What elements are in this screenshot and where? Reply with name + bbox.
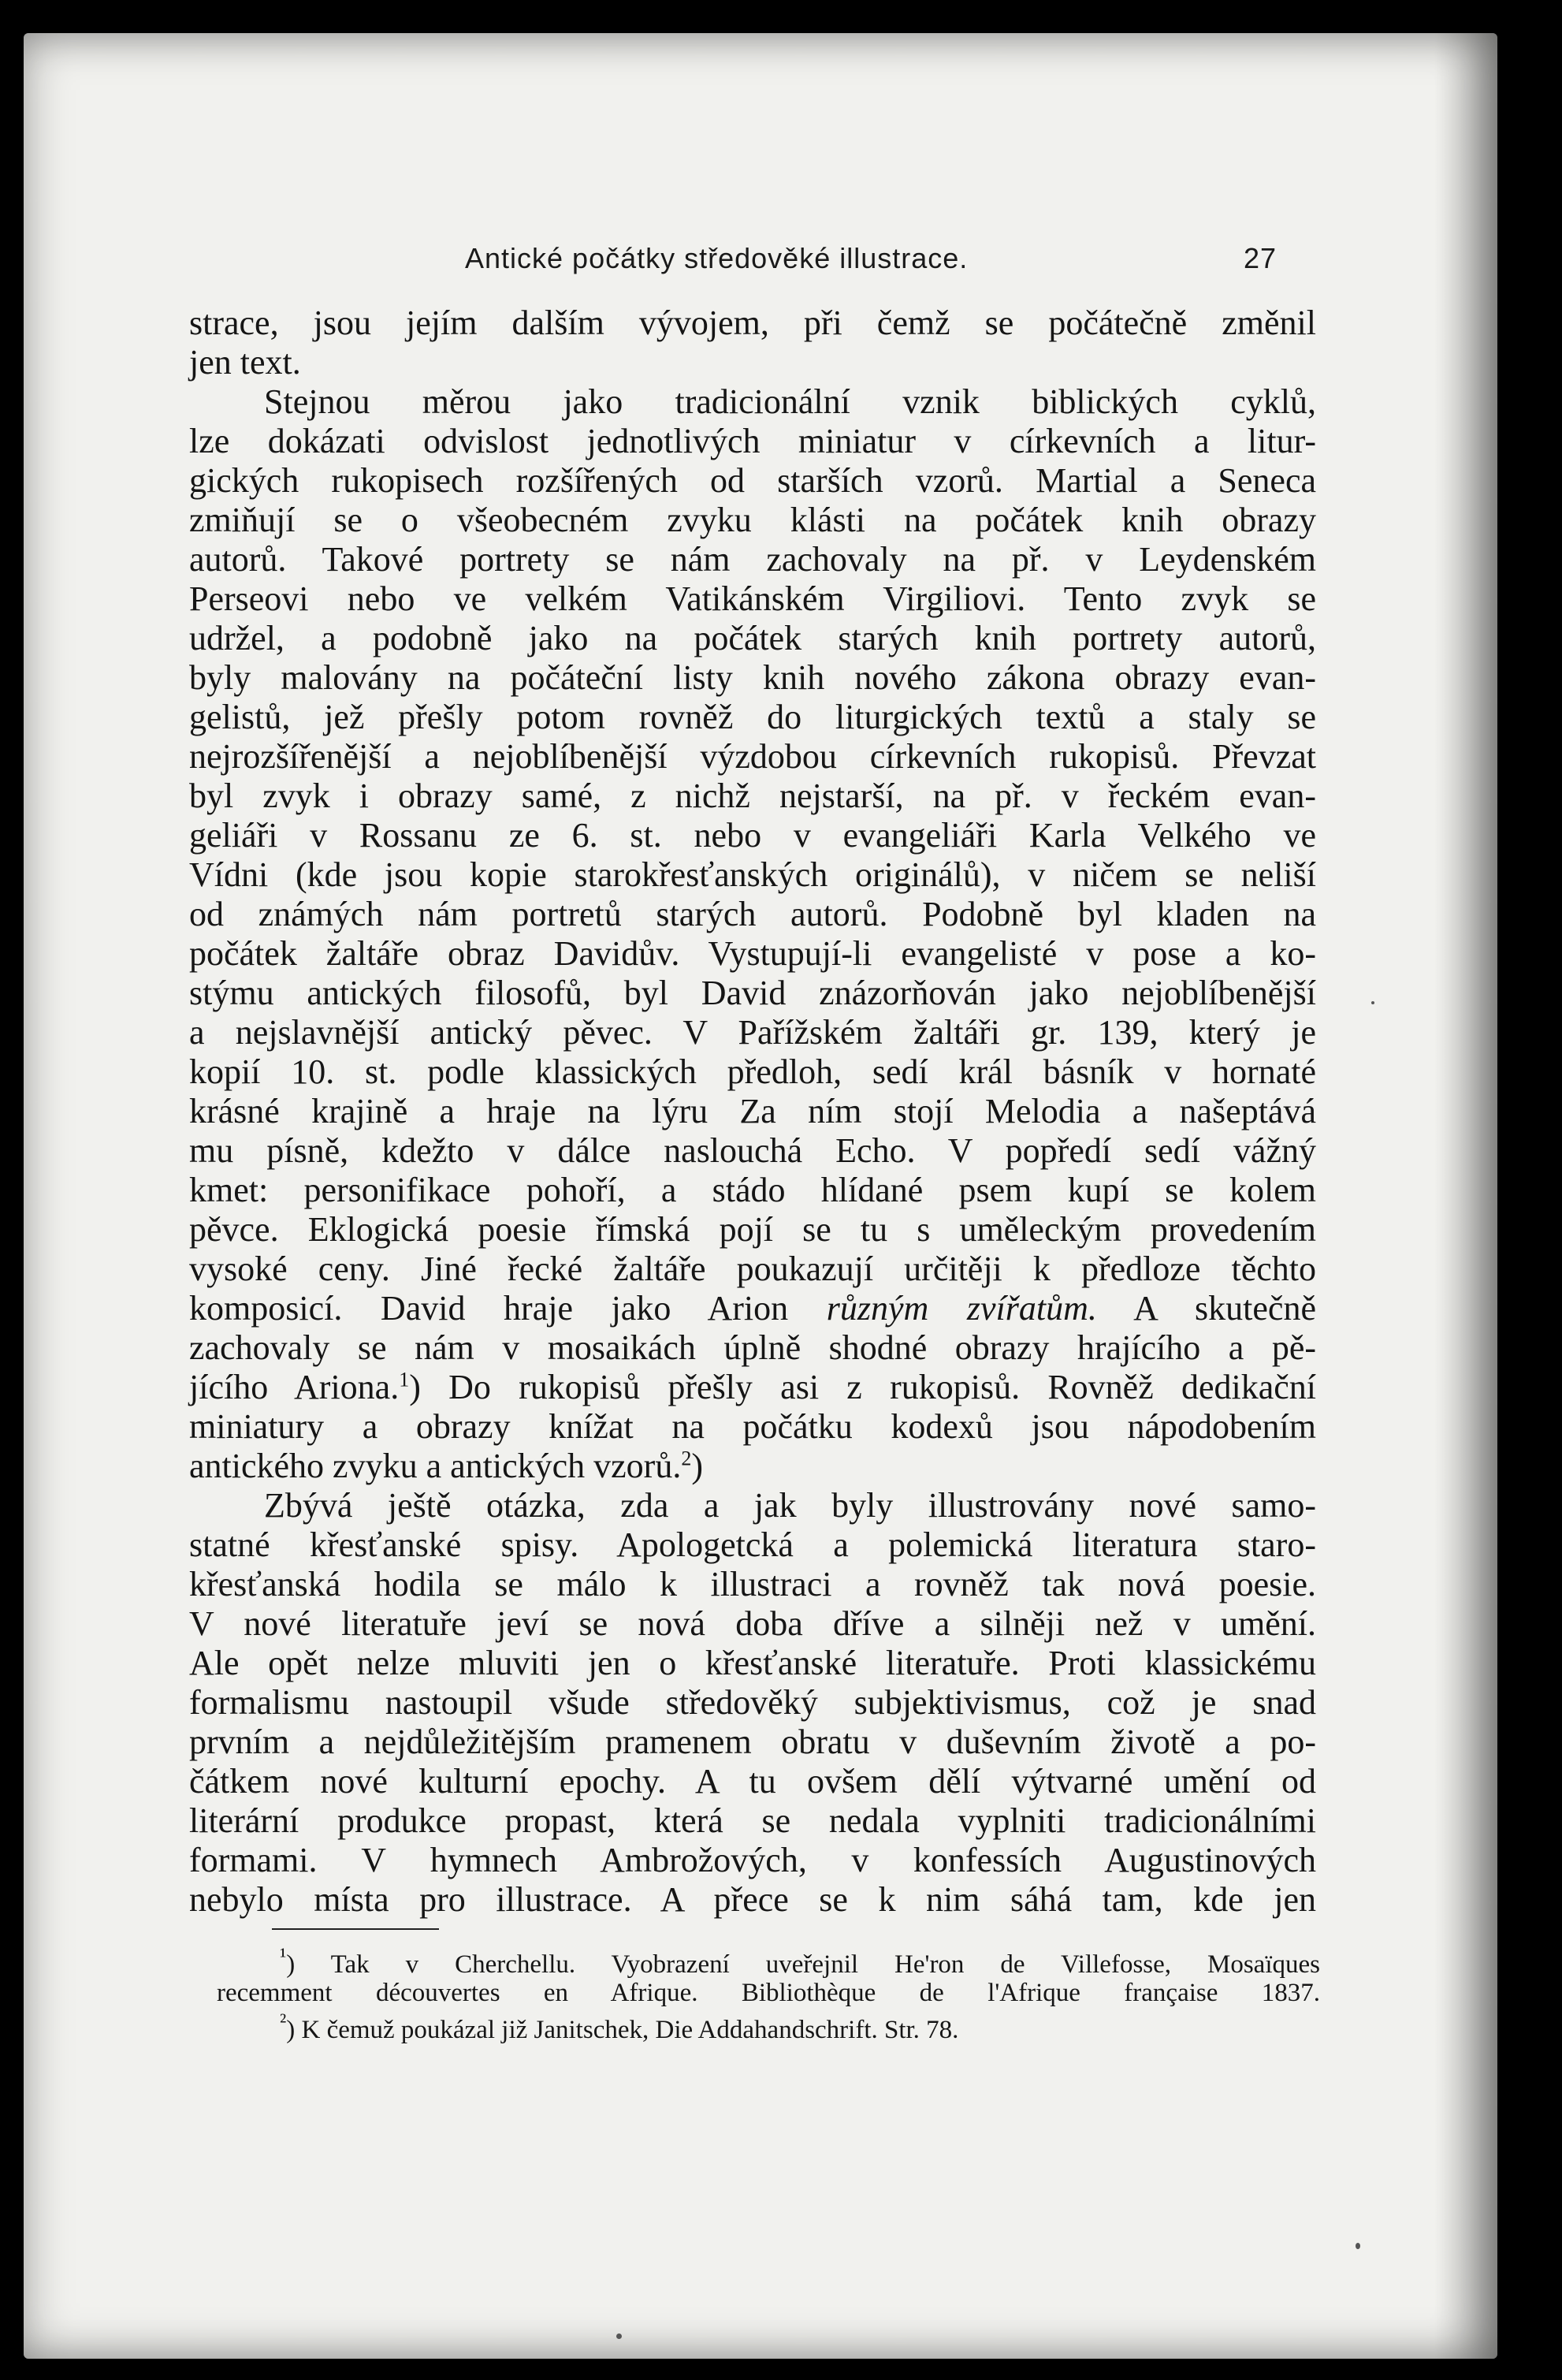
- text-line: literární produkce propast, která se nedala vyplniti tradicionálními: [189, 1801, 1316, 1840]
- text-line: Stejnou měrou jako tradicionální vznik biblických cyklů,: [264, 382, 1316, 421]
- text-line: Ale opět nelze mluviti jen o křesťanské literatuře. Proti klassickému: [189, 1644, 1316, 1682]
- text-segment: antického zvyku a antických vzorů.: [189, 1447, 682, 1485]
- text-line: zachovaly se nám v mosaikách úplně shodné obrazy hrajícího a pě-: [189, 1328, 1316, 1367]
- footnote-1-text: ) Tak v Cherchellu. Vyobrazení uveřejnil He'ron de Villefosse, Mosaïques: [286, 1950, 1320, 1979]
- footnote-2: [217, 2007, 1320, 2044]
- page-number: 27: [1243, 242, 1277, 274]
- footnotes: [217, 1942, 1320, 2044]
- text-line: byl zvyk i obrazy samé, z nichž nejstarší, na př. v řeckém evan-: [189, 777, 1316, 815]
- text-line: gických rukopisech rozšířených od starších vzorů. Martial a Seneca: [189, 461, 1316, 500]
- text-line: geliáři v Rossanu ze 6. st. nebo v evangeliáři Karla Velkého ve: [189, 816, 1316, 855]
- text-line: lze dokázati odvislost jednotlivých miniatur v církevních a litur-: [189, 422, 1316, 460]
- text-line: autorů. Takové portrety se nám zachovaly na př. v Leydenském: [189, 540, 1316, 579]
- text-line: pěvce. Eklogická poesie římská pojí se tu s uměleckým provedením: [189, 1210, 1316, 1249]
- text-line-with-footnote: [189, 1447, 1316, 1486]
- text-segment: A skutečně: [1133, 1289, 1316, 1328]
- text-line: od známých nám portretů starých autorů. Podobně byl kladen na: [189, 895, 1316, 933]
- text-segment: ): [691, 1447, 703, 1485]
- footnote-ref-1[interactable]: 1: [399, 1368, 410, 1391]
- text-line: krásné krajině a hraje na lýru Za ním stojí Melodia a našeptává: [189, 1092, 1316, 1130]
- text-line: čátkem nové kulturní epochy. A tu ovšem dělí výtvarné umění od: [189, 1762, 1316, 1801]
- footnote-2-mark: ²: [280, 2009, 287, 2033]
- text-line: V nové literatuře jeví se nová doba dříve a silněji než v umění.: [189, 1604, 1316, 1643]
- text-line: počátek žaltáře obraz Davidův. Vystupují-li evangelisté v pose a ko-: [189, 934, 1316, 973]
- text-line: byly malovány na počáteční listy knih nového zákona obrazy evan-: [189, 658, 1316, 697]
- text-segment: jícího Ariona.: [189, 1368, 400, 1406]
- running-head: [465, 233, 1277, 288]
- text-line: Perseovi nebo ve velkém Vatikánském Virgiliovi. Tento zvyk se: [189, 579, 1316, 618]
- text-line: formami. V hymnech Ambrožových, v konfessích Augustinových: [189, 1841, 1316, 1879]
- text-line: Vídni (kde jsou kopie starokřesťanských originálů), v ničem se neliší: [189, 855, 1316, 894]
- text-line: a nejslavnější antický pěvec. V Pařížském žaltáři gr. 139, který je: [189, 1013, 1316, 1052]
- text-line: prvním a nejdůležitějším pramenem obratu v duševním životě a po-: [189, 1723, 1316, 1761]
- text-line: statné křesťanské spisy. Apologetcká a polemická literatura staro-: [189, 1525, 1316, 1564]
- text-line: miniatury a obrazy knížat na počátku kodexů jsou nápodobením: [189, 1407, 1316, 1446]
- italic-phrase: různým zvířatům.: [826, 1289, 1097, 1328]
- footnote-2-text: ) K čemuž poukázal již Janitschek, Die Addahandschrift. Str. 78.: [286, 2016, 959, 2044]
- text-line: gelistů, jež přešly potom rovněž do liturgických textů a staly se: [189, 698, 1316, 736]
- body-text: [189, 304, 1316, 1920]
- footnote-1: [217, 1942, 1320, 1979]
- text-line: zmiňují se o všeobecném zvyku klásti na počátek knih obrazy: [189, 501, 1316, 539]
- text-line: jen text.: [189, 343, 301, 382]
- text-line: vysoké ceny. Jiné řecké žaltáře poukazují určitěji k předloze těchto: [189, 1250, 1316, 1288]
- footnote-rule: [272, 1928, 439, 1930]
- footnote-1-continued: recemment découvertes en Afrique. Bibliothèque de l'Afrique française 1837.: [217, 1979, 1320, 2007]
- text-line: křesťanská hodila se málo k illustraci a rovněž tak nová poesie.: [189, 1565, 1316, 1603]
- text-line: formalismu nastoupil všude středověký subjektivismus, což je snad: [189, 1683, 1316, 1722]
- running-title: Antické počátky středověké illustrace.: [465, 242, 969, 274]
- text-line-with-italic: [189, 1289, 1316, 1328]
- paper-speck: [1356, 2243, 1360, 2249]
- text-line: Zbývá ještě otázka, zda a jak byly illustrovány nové samo-: [264, 1486, 1316, 1525]
- text-line: mu písně, kdežto v dálce naslouchá Echo. V popředí sedí vážný: [189, 1131, 1316, 1170]
- text-line: stýmu antických filosofů, byl David znázorňován jako nejoblíbenější: [189, 974, 1316, 1012]
- text-line: kopií 10. st. podle klassických předloh, sedí král básník v hornaté: [189, 1052, 1316, 1091]
- paper-speck: [1371, 1001, 1374, 1004]
- text-line-with-footnote: jícího Ariona.$^1$) Do rukopisů přešly asi z rukopisů. Rovněž dedikační: [189, 1368, 1317, 1406]
- text-line: udržel, a podobně jako na počátek starých knih portrety autorů,: [189, 619, 1316, 657]
- text-line: nejrozšířenější a nejoblíbenější výzdobou církevních rukopisů. Převzat: [189, 737, 1316, 776]
- text-segment: Do rukopisů přešly asi z rukopisů. Rovněž dedikační: [448, 1368, 1317, 1406]
- paper-speck: [616, 2333, 622, 2339]
- footnote-ref-2[interactable]: 2: [681, 1447, 692, 1470]
- footnote-1-mark: ¹: [280, 1943, 287, 1968]
- text-line: kmet: personifikace pohoří, a stádo hlídané psem kupí se kolem: [189, 1171, 1316, 1209]
- text-segment: komposicí. David hraje jako Arion: [189, 1289, 789, 1328]
- text-line: nebylo místa pro illustrace. A přece se k nim sáhá tam, kde jen: [189, 1880, 1316, 1919]
- text-line: strace, jsou jejím dalším vývojem, při čemž se počátečně změnil: [189, 304, 1316, 342]
